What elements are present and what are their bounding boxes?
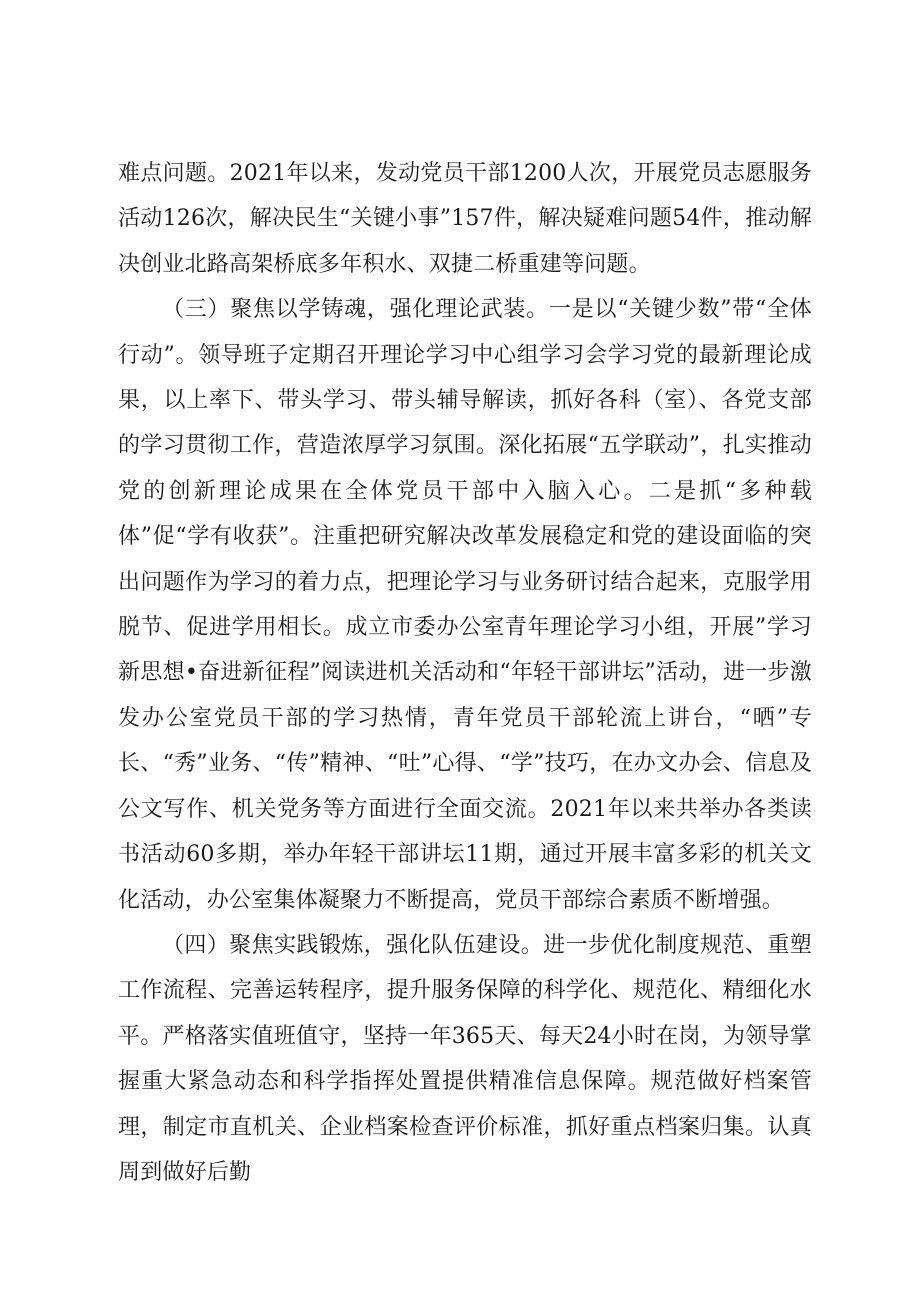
document-body	[118, 151, 812, 1195]
paragraph-section-three: （三）聚焦以学铸魂，强化理论武装。一是以“关键少数”带“全体行动”。领导班子定期召开理论学习中心组学习会学习党的最新理论成果，以上率下、带头学习、带头辅导解读，抓好各科（室）、各党支部的学习贯彻工作，营造浓厚学习氛围。深化拓展“五学联动”，扎实推动党的创新理论成果在全体党员干部中入脑入心。二是抓“多种载体”促“学有收获”。注重把研究解决改革发展稳定和党的建设面临的突出问题作为学习的着力点，把理论学习与业务研讨结合起来，克服学用脱节、促进学用相长。成立市委办公室青年理论学习小组，开展”学习新思想•奋进新征程”阅读进机关活动和“年轻干部讲坛”活动，进一步激发办公室党员干部的学习热情，青年党员干部轮流上讲台，“晒”专长、“秀”业务、“传”精神、“吐”心得、“学”技巧，在办文办会、信息及公文写作、机关党务等方面进行全面交流。2021年以来共举办各类读书活动60多期，举办年轻干部讲坛11期，通过开展丰富多彩的机关文化活动，办公室集体凝聚力不断提高，党员干部综合素质不断增强。	[118, 297, 812, 913]
paragraph-section-four: （四）聚焦实践锻炼，强化队伍建设。进一步优化制度规范、重塑工作流程、完善运转程序，提升服务保障的科学化、规范化、精细化水平。严格落实值班值守，坚持一年365天、每天24小时在岗，为领导掌握重大紧急动态和科学指挥处置提供精准信息保障。规范做好档案管理，制定市直机关、企业档案检查评价标准，抓好重点档案归集。认真周到做好后勤	[118, 932, 812, 1185]
paragraph-continuation: 难点问题。2021年以来，发动党员干部1200人次，开展党员志愿服务活动126次，解决民生“关键小事”157件，解决疑难问题54件，推动解决创业北路高架桥底多年积水、双捷二桥重建等问题。	[118, 161, 812, 277]
